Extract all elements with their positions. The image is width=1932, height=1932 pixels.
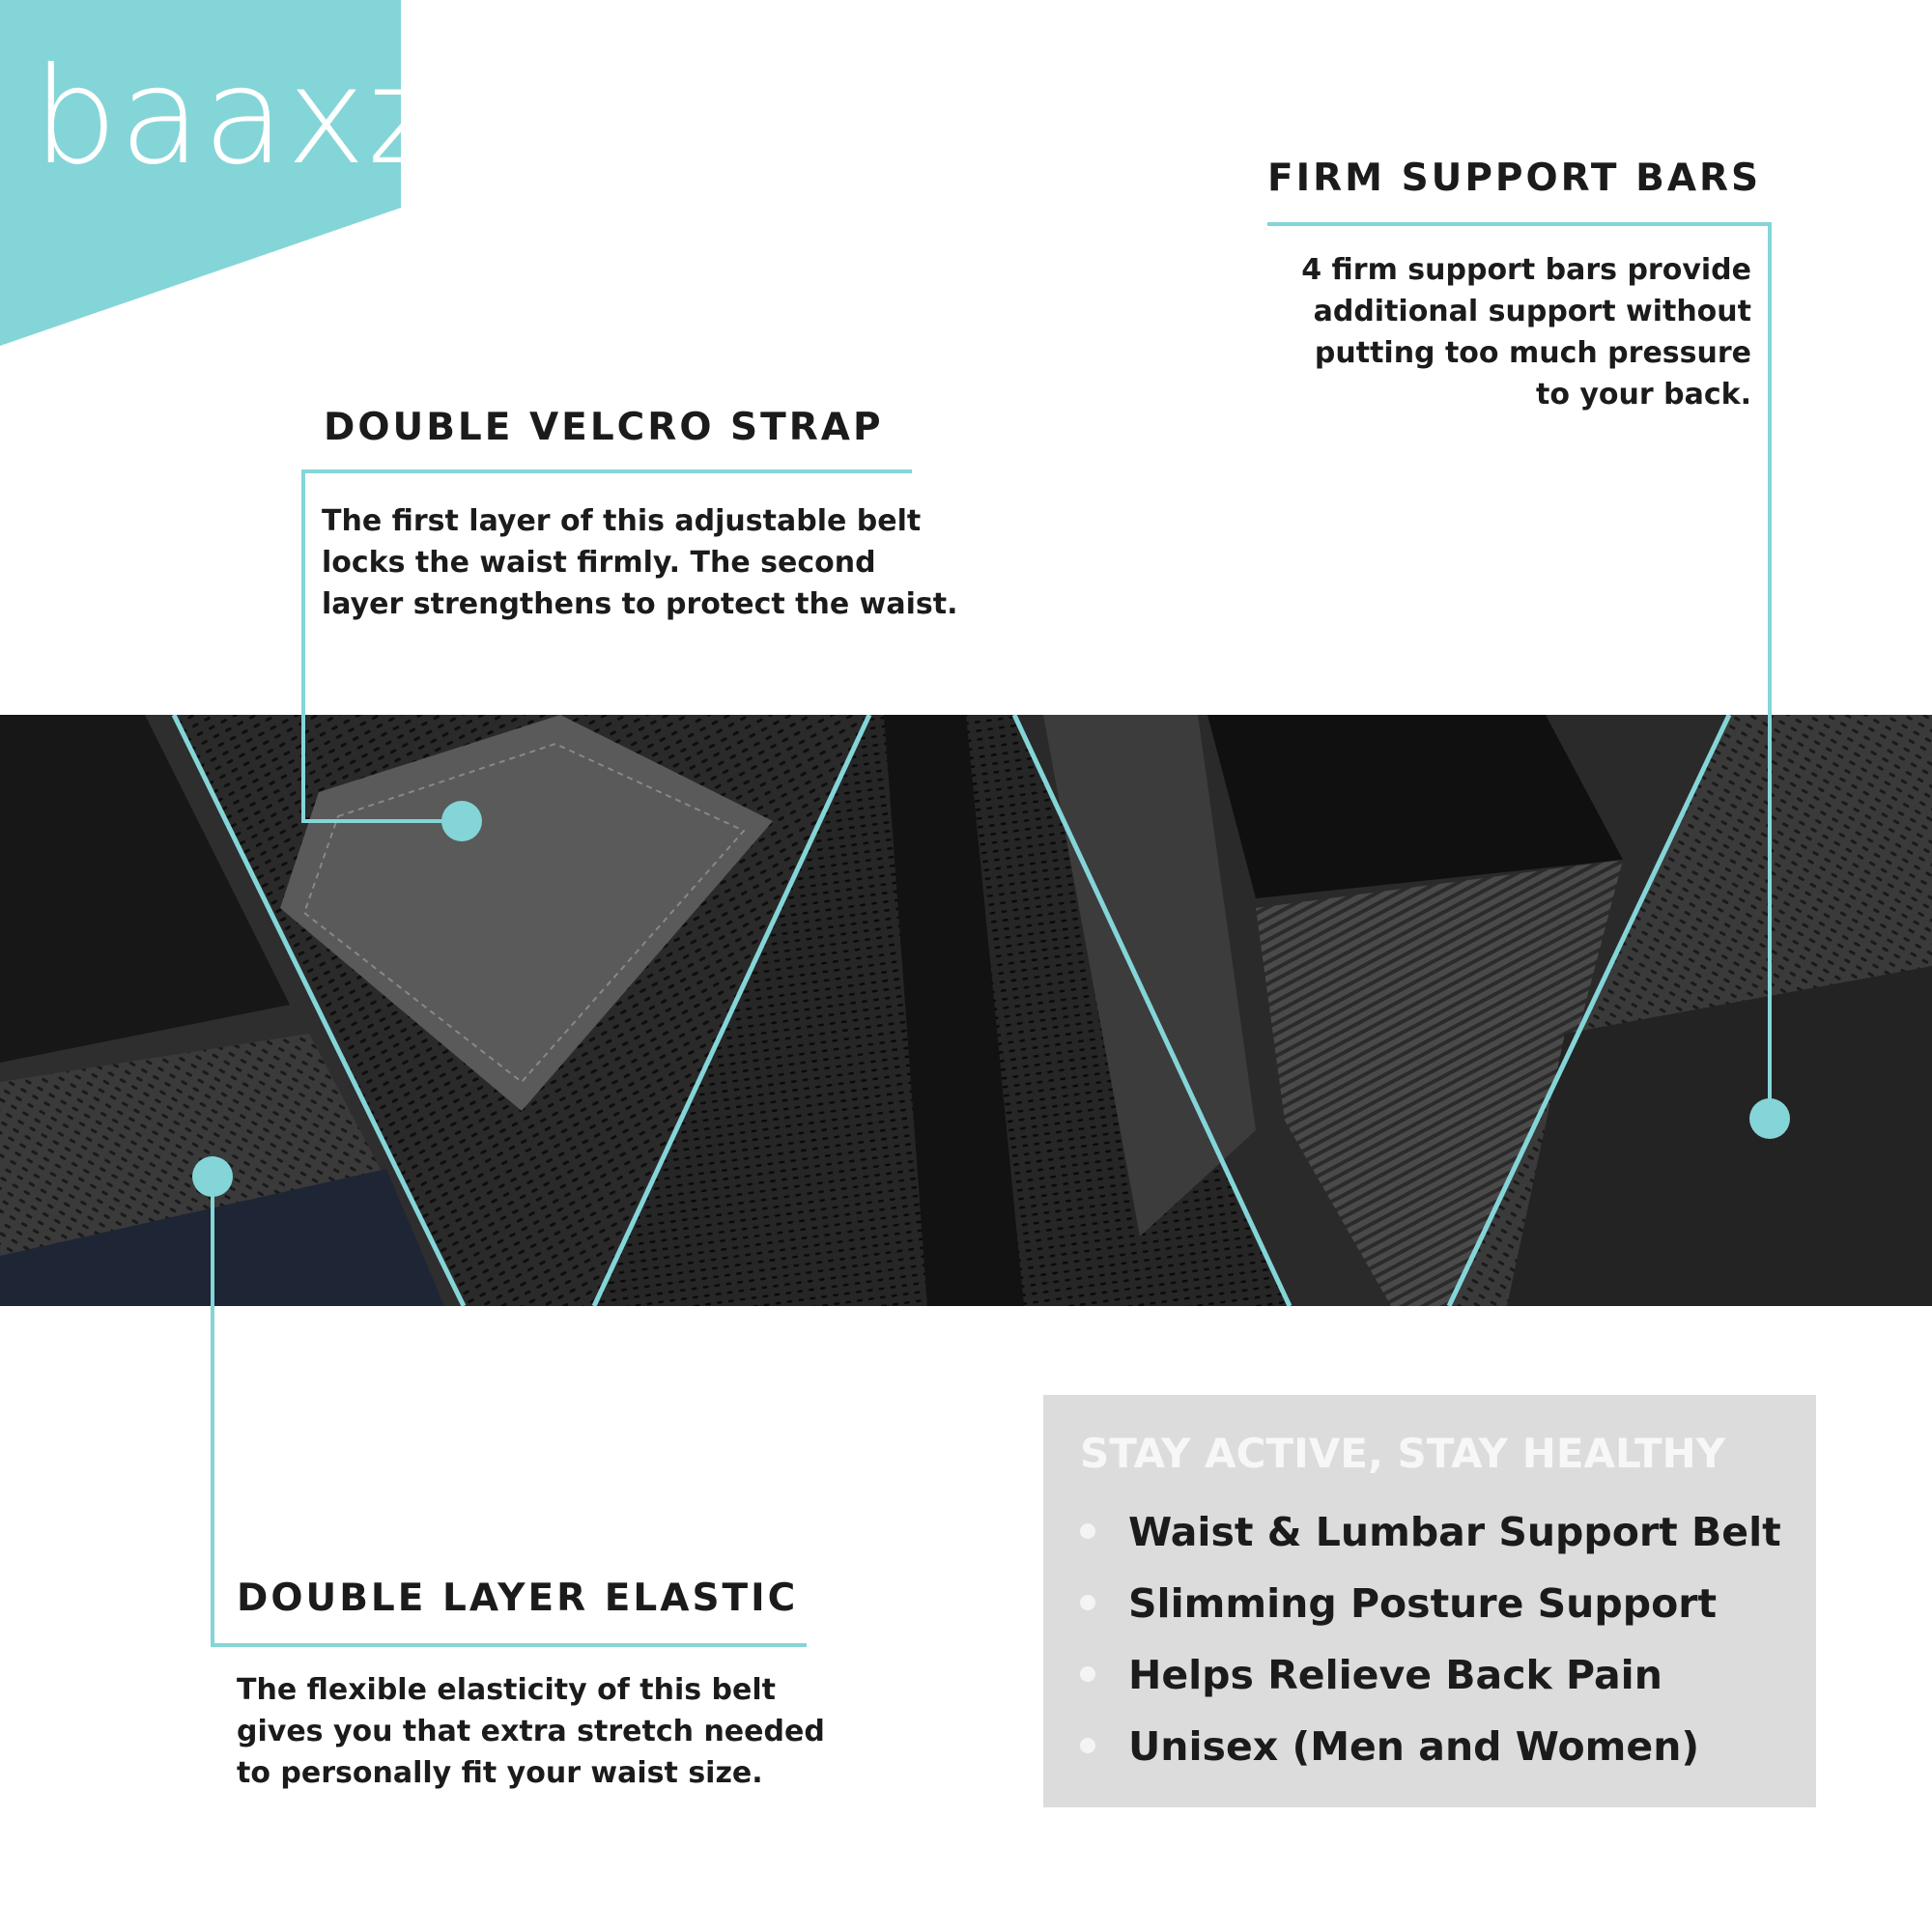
feature-list-label: Waist & Lumbar Support Belt [1128,1509,1781,1555]
feature-list-item [1080,1509,1781,1555]
product-photo-band [0,715,1932,1306]
firm-support-line: 4 firm support bars provide [1301,253,1751,287]
velcro-strap-heading: DOUBLE VELCRO STRAP [324,406,884,449]
firm-support-heading: FIRM SUPPORT BARS [1267,156,1762,200]
feature-list-item [1080,1580,1717,1627]
double-layer-elastic-heading: DOUBLE LAYER ELASTIC [237,1577,799,1620]
elastic-line: The flexible elasticity of this belt [237,1673,776,1707]
brand-logo: baaxz [33,39,440,194]
firm-support-line: to your back. [1535,378,1751,412]
firm-support-description [1236,249,1751,415]
feature-list-label: Unisex (Men and Women) [1128,1723,1700,1770]
feature-list-label: Slimming Posture Support [1128,1580,1718,1627]
feature-list-item [1080,1723,1699,1770]
firm-support-line: putting too much pressure [1314,336,1751,370]
feature-summary-title: STAY ACTIVE, STAY HEALTHY [1080,1430,1726,1477]
bullet-icon [1080,1738,1095,1753]
velcro-strap-line: layer strengthens to protect the waist. [322,587,958,621]
elastic-line: gives you that extra stretch needed [237,1715,825,1748]
velcro-strap-description [322,500,979,625]
bullet-icon [1080,1523,1095,1539]
double-layer-elastic-description [237,1669,836,1794]
bullet-icon [1080,1595,1095,1610]
feature-list-item [1080,1652,1662,1698]
feature-summary-box [1043,1395,1816,1807]
velcro-strap-line: The first layer of this adjustable belt [322,504,922,538]
elastic-line: to personally fit your waist size. [237,1756,763,1790]
feature-list-label: Helps Relieve Back Pain [1128,1652,1662,1698]
velcro-strap-line: locks the waist firmly. The second [322,546,876,580]
bullet-icon [1080,1666,1095,1682]
firm-support-line: additional support without [1313,295,1751,328]
